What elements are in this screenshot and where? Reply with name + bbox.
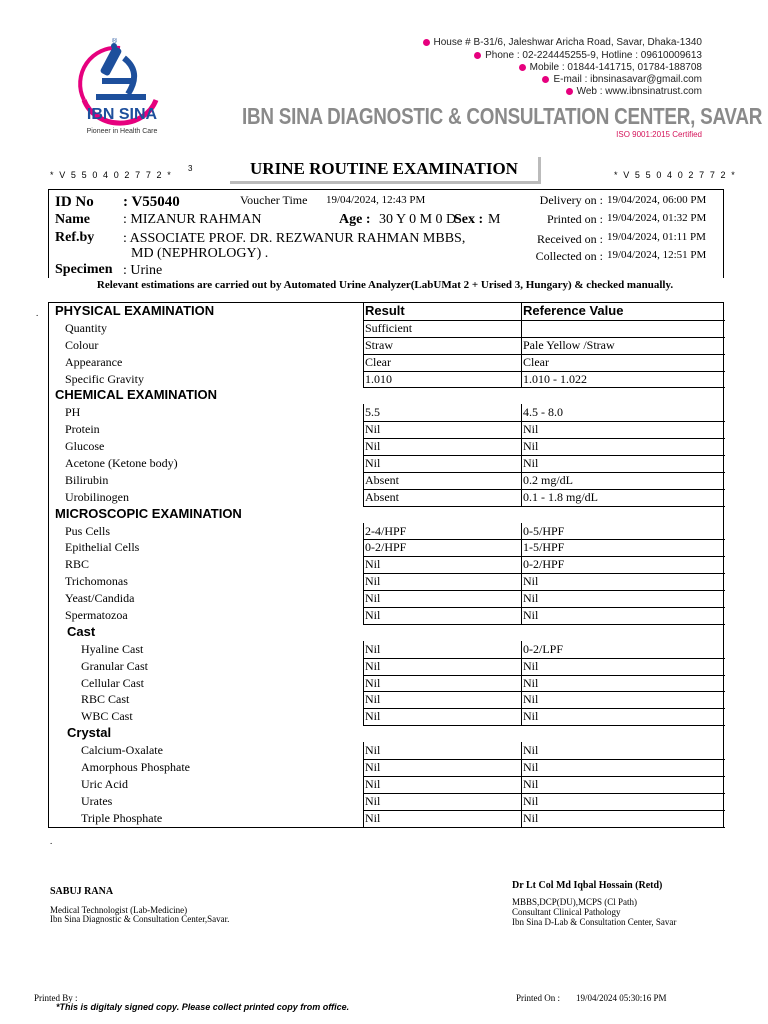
bullet-icon — [566, 88, 573, 95]
contact-mobile: Mobile : 01844-141715, 01784-188708 — [519, 62, 702, 73]
test-name: RBC — [65, 557, 90, 572]
contact-web: Web : www.ibnsinatrust.com — [566, 86, 702, 97]
table-row — [49, 675, 723, 692]
age-value: 30 Y 0 M 0 D — [379, 212, 457, 227]
section-heading — [49, 387, 723, 404]
test-name: Trichomonas — [65, 574, 128, 589]
test-name: WBC Cast — [81, 709, 133, 724]
printed-on-label: Printed On : — [516, 993, 560, 1003]
test-name: Glucose — [65, 439, 105, 454]
test-name: Yeast/Candida — [65, 591, 135, 606]
digital-copy-note: *This is digitaly signed copy. Please collect printed copy from office. — [56, 1002, 350, 1012]
result-cell: Nil — [363, 742, 521, 760]
table-row — [49, 404, 723, 421]
analyzer-note: Relevant estimations are carried out by Automated Urine Analyzer(LabUMat 2 + Urised 3, Hungary) & checked manually. — [96, 279, 674, 291]
table-body — [49, 320, 723, 827]
bullet-icon — [519, 64, 526, 71]
name-label: Name — [55, 212, 90, 227]
test-name: Acetone (Ketone body) — [65, 456, 178, 471]
collected-label: Collected on : — [535, 249, 603, 263]
test-name: PH — [65, 405, 81, 420]
reference-cell: Nil — [521, 438, 725, 456]
technologist-name: SABUJ RANA — [50, 886, 114, 897]
reference-cell: 0-2/LPF — [521, 641, 725, 659]
result-cell: Nil — [363, 641, 521, 659]
section-title: CHEMICAL EXAMINATION — [55, 387, 218, 403]
test-name: Colour — [65, 337, 99, 352]
logo-tagline: Pioneer in Health Care — [86, 128, 158, 135]
age-label: Age : — [339, 212, 371, 227]
result-cell: 5.5 — [363, 404, 521, 422]
reference-cell — [521, 320, 725, 338]
bullet-icon — [423, 39, 430, 46]
pathologist-name: Dr Lt Col Md Iqbal Hossain (Retd) — [512, 880, 663, 891]
table-row — [49, 455, 723, 472]
result-cell: Clear — [363, 354, 521, 372]
reference-cell: Pale Yellow /Straw — [521, 337, 725, 355]
result-cell: Nil — [363, 438, 521, 456]
subsection-heading — [49, 624, 723, 641]
reference-cell: Nil — [521, 759, 725, 777]
result-cell: 2-4/HPF — [363, 523, 521, 541]
test-name: Appearance — [65, 354, 123, 369]
result-cell: Nil — [363, 810, 521, 828]
reference-cell: Nil — [521, 810, 725, 828]
test-name: Spermatozoa — [65, 608, 128, 623]
header-result: Result — [363, 303, 521, 321]
voucher-value: 19/04/2024, 12:43 PM — [326, 194, 426, 206]
table-row — [49, 607, 723, 624]
ibn-sina-logo — [62, 38, 182, 143]
received-label: Received on : — [537, 232, 603, 246]
barcode-right: * V 5 5 0 4 0 2 7 7 2 * — [614, 170, 737, 180]
test-name: Specific Gravity — [65, 371, 144, 386]
table-row — [49, 590, 723, 607]
voucher-label: Voucher Time — [240, 193, 308, 207]
subsection-title: Crystal — [67, 725, 112, 741]
contact-phone: Phone : 02-224445255-9, Hotline : 09610009613 — [474, 50, 702, 61]
contact-address: House # B-31/6, Jaleshwar Aricha Road, Savar, Dhaka-1340 — [423, 37, 703, 48]
ref-value-line2: MD (NEPHROLOGY) . — [131, 246, 269, 261]
section-title: MICROSCOPIC EXAMINATION — [55, 505, 242, 521]
ref-value-line1: : ASSOCIATE PROF. DR. REZWANUR RAHMAN MBBS, — [123, 231, 466, 246]
reference-cell: 0-2/HPF — [521, 556, 725, 574]
reference-cell: Nil — [521, 421, 725, 439]
printed-label: Printed on : — [547, 212, 603, 226]
table-row — [49, 489, 723, 506]
test-name: Hyaline Cast — [81, 641, 144, 656]
sex-label: Sex : — [454, 212, 484, 227]
test-name: Cellular Cast — [81, 675, 144, 690]
table-row — [49, 472, 723, 489]
report-title: URINE ROUTINE EXAMINATION — [230, 157, 541, 184]
pathologist-org: Ibn Sina D-Lab & Consultation Center, Savar — [512, 917, 677, 927]
test-name: Pus Cells — [65, 523, 111, 538]
table-row — [49, 438, 723, 455]
result-cell: Nil — [363, 590, 521, 608]
test-name: RBC Cast — [81, 692, 130, 707]
reference-cell: 1.010 - 1.022 — [521, 371, 725, 389]
table-row — [49, 793, 723, 810]
reference-cell: 1-5/HPF — [521, 539, 725, 557]
result-cell: Straw — [363, 337, 521, 355]
table-row — [49, 421, 723, 438]
logo-name: IBN SINA — [86, 106, 158, 123]
specimen-value: : Urine — [123, 263, 163, 278]
test-name: Triple Phosphate — [81, 810, 163, 825]
reference-cell: Nil — [521, 776, 725, 794]
id-label: ID No — [55, 194, 94, 210]
reference-cell: Nil — [521, 742, 725, 760]
bullet-icon — [542, 76, 549, 83]
result-cell: 1.010 — [363, 371, 521, 389]
result-cell: Nil — [363, 759, 521, 777]
table-row — [49, 337, 723, 354]
iso-certification: ISO 9001:2015 Certified — [616, 130, 702, 139]
reference-cell: 0.2 mg/dL — [521, 472, 725, 490]
result-cell: Nil — [363, 658, 521, 676]
result-cell: Nil — [363, 708, 521, 726]
table-row — [49, 658, 723, 675]
table-row — [49, 641, 723, 658]
table-row — [49, 742, 723, 759]
table-row — [49, 354, 723, 371]
table-row — [49, 539, 723, 556]
pathologist-degree: MBBS,DCP(DU),MCPS (Cl Path) — [512, 897, 638, 907]
test-name: Calcium-Oxalate — [81, 743, 163, 758]
result-cell: Nil — [363, 776, 521, 794]
result-cell: Absent — [363, 489, 521, 507]
reference-cell: 4.5 - 8.0 — [521, 404, 725, 422]
svg-text:®: ® — [112, 38, 118, 45]
table-row — [49, 573, 723, 590]
specimen-label: Specimen — [55, 262, 113, 277]
table-header — [49, 303, 723, 320]
result-cell: Nil — [363, 607, 521, 625]
reference-cell: 0.1 - 1.8 mg/dL — [521, 489, 725, 507]
reference-cell: Nil — [521, 708, 725, 726]
result-cell: Nil — [363, 556, 521, 574]
result-cell: Sufficient — [363, 320, 521, 338]
test-name: Amorphous Phosphate — [81, 760, 190, 775]
result-cell: Nil — [363, 675, 521, 693]
collected-value: 19/04/2024, 12:51 PM — [607, 249, 707, 261]
bullet-icon — [474, 52, 481, 59]
subsection-title: Cast — [67, 623, 96, 639]
table-row — [49, 708, 723, 725]
table-row — [49, 371, 723, 388]
delivery-label: Delivery on : — [539, 193, 603, 207]
reference-cell: Nil — [521, 793, 725, 811]
table-row — [49, 320, 723, 337]
center-name: IBN SINA DIAGNOSTIC & CONSULTATION CENTER, SAVAR — [242, 103, 763, 129]
result-cell: Nil — [363, 691, 521, 709]
reference-cell: Nil — [521, 675, 725, 693]
page-marker: 3 — [188, 164, 193, 173]
reference-cell: 0-5/HPF — [521, 523, 725, 541]
printed-by: Printed By : — [34, 993, 78, 1003]
results-table — [48, 302, 724, 828]
reference-cell: Nil — [521, 691, 725, 709]
table-row — [49, 810, 723, 827]
result-cell: Nil — [363, 421, 521, 439]
printed-on-value: 19/04/2024 05:30:16 PM — [576, 993, 667, 1003]
reference-cell: Nil — [521, 455, 725, 473]
test-name: Bilirubin — [65, 472, 109, 487]
received-value: 19/04/2024, 01:11 PM — [607, 231, 706, 243]
printed-value: 19/04/2024, 01:32 PM — [607, 212, 707, 224]
name-value: : MIZANUR RAHMAN — [123, 212, 262, 227]
technologist-title: Medical Technologist (Lab-Medicine) — [50, 905, 188, 915]
table-end-dot: . — [50, 836, 53, 846]
table-row — [49, 759, 723, 776]
test-name: Protein — [65, 422, 100, 437]
header-reference: Reference Value — [521, 303, 725, 321]
result-cell: Nil — [363, 573, 521, 591]
table-row — [49, 776, 723, 793]
test-name: Urobilinogen — [65, 489, 129, 504]
test-name: Uric Acid — [81, 776, 128, 791]
sex-value: M — [488, 212, 501, 227]
test-name: Granular Cast — [81, 658, 148, 673]
technologist-org: Ibn Sina Diagnostic & Consultation Center,Savar. — [50, 914, 230, 924]
reference-cell: Clear — [521, 354, 725, 372]
subsection-heading — [49, 725, 723, 742]
margin-dot: . — [36, 308, 39, 318]
delivery-value: 19/04/2024, 06:00 PM — [607, 194, 707, 206]
test-name: Epithelial Cells — [65, 540, 140, 555]
reference-cell: Nil — [521, 658, 725, 676]
pathologist-title: Consultant Clinical Pathology — [512, 907, 621, 917]
ref-label: Ref.by — [55, 230, 95, 245]
result-cell: Nil — [363, 793, 521, 811]
reference-cell: Nil — [521, 573, 725, 591]
result-cell: Nil — [363, 455, 521, 473]
reference-cell: Nil — [521, 590, 725, 608]
result-cell: 0-2/HPF — [363, 539, 521, 557]
section-heading — [49, 506, 723, 523]
test-name: Quantity — [65, 320, 107, 335]
table-row — [49, 691, 723, 708]
id-value: : V55040 — [123, 194, 180, 210]
test-name: Urates — [81, 793, 113, 808]
table-row — [49, 523, 723, 540]
table-row — [49, 556, 723, 573]
reference-cell: Nil — [521, 607, 725, 625]
contact-email: E-mail : ibnsinasavar@gmail.com — [542, 74, 702, 85]
header-test: PHYSICAL EXAMINATION — [55, 303, 215, 318]
result-cell: Absent — [363, 472, 521, 490]
patient-info — [48, 189, 724, 278]
barcode-left: * V 5 5 0 4 0 2 7 7 2 * — [50, 170, 173, 180]
